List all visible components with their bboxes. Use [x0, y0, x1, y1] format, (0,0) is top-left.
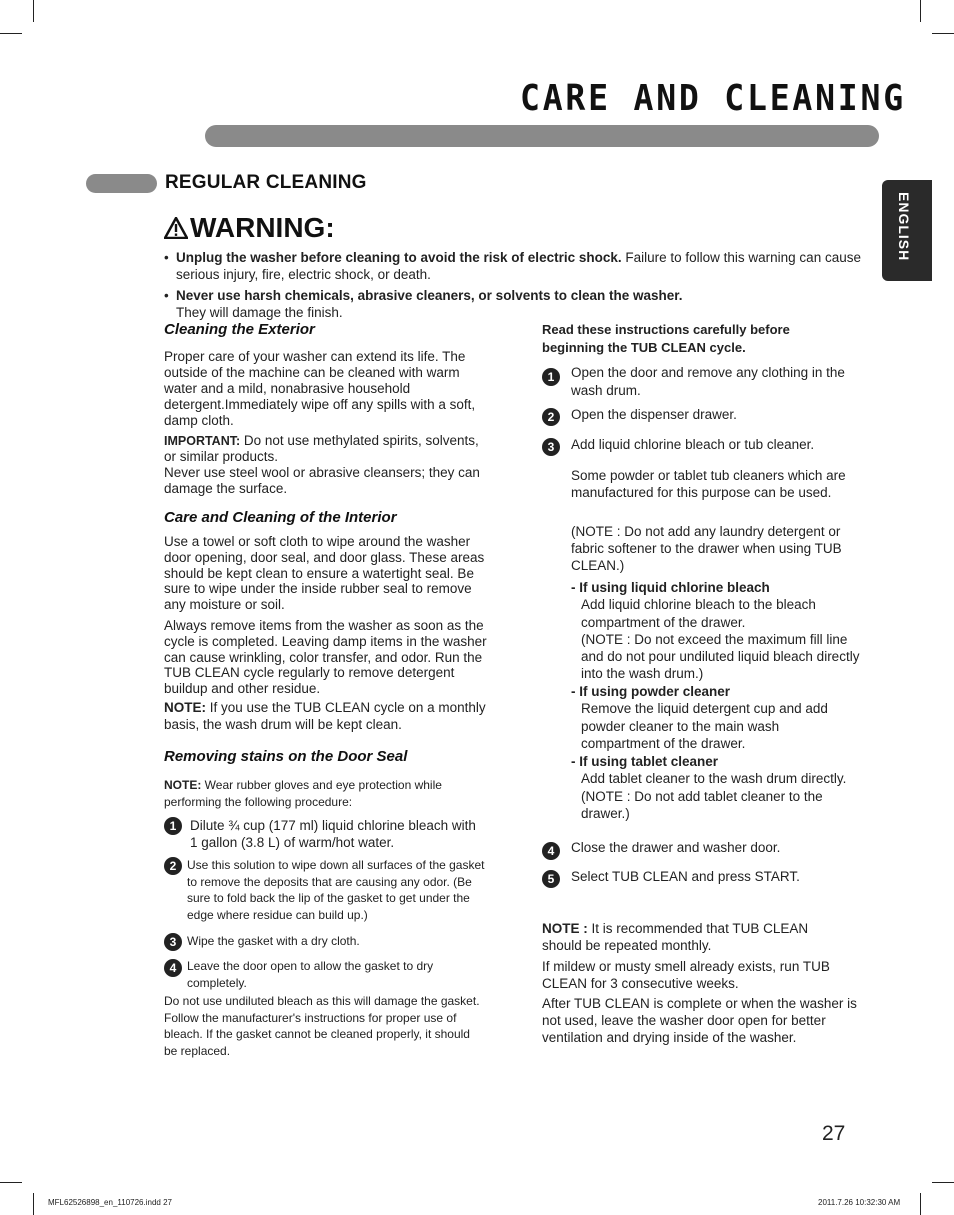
crop-mark — [33, 0, 34, 22]
crop-mark — [33, 1193, 34, 1215]
option-label: - If using liquid chlorine bleach — [571, 580, 770, 595]
option-text: Add tablet cleaner to the wash drum directly. — [581, 771, 847, 787]
tub-step: Select TUB CLEAN and press START. — [571, 869, 800, 884]
step-number: 3 — [164, 933, 182, 951]
warning-item-bold: Never use harsh chemicals, abrasive cleaners, or solvents to clean the washer. — [176, 288, 683, 303]
step-number: 4 — [164, 959, 182, 977]
note-label: NOTE: — [164, 778, 202, 792]
language-tab — [882, 180, 932, 281]
warning-label: WARNING: — [190, 212, 335, 243]
note-label: NOTE: — [164, 700, 206, 715]
tub-para: If mildew or musty smell already exists, run TUB CLEAN for 3 consecutive weeks. — [542, 959, 830, 991]
warning-item-bold: Unplug the washer before cleaning to avoid the risk of electric shock. — [176, 250, 622, 265]
step-number: 5 — [542, 870, 560, 888]
tub-step: Close the drawer and washer door. — [571, 840, 781, 855]
option-text: Remove the liquid detergent cup and add powder cleaner to the main wash compartment of the drawer. — [581, 701, 828, 751]
interior-heading: Care and Cleaning of the Interior — [164, 509, 397, 526]
tub-note — [542, 920, 842, 954]
warning-item-text: Failure to follow this warning can cause serious injury, fire, electric shock, or death. — [176, 250, 861, 282]
option-text: Add liquid chlorine bleach to the bleach compartment of the drawer. — [581, 597, 816, 630]
tub-step: Add liquid chlorine bleach or tub cleaner. — [571, 437, 815, 452]
interior-note — [164, 699, 489, 733]
note-text: It is recommended that TUB CLEAN should be repeated monthly. — [542, 921, 809, 953]
crop-mark — [0, 33, 22, 34]
page-title: CARE AND CLEANING — [520, 78, 906, 119]
stains-step: Use this solution to wipe down all surfaces of the gasket to remove the deposits that are causing any odor. (Be sure to fold back the lip of the gasket to get under the edge where residue can build up.) — [187, 858, 485, 922]
step-number: 2 — [542, 408, 560, 426]
powder-option — [571, 683, 861, 752]
warning-item-text: They will damage the finish. — [176, 305, 343, 320]
liquid-option — [571, 579, 871, 683]
exterior-important — [164, 433, 494, 465]
warning-heading — [164, 212, 335, 244]
step-number: 3 — [542, 438, 560, 456]
step-number: 1 — [164, 817, 182, 835]
stains-step: Wipe the gasket with a dry cloth. — [187, 934, 360, 948]
interior-para: Use a towel or soft cloth to wipe around the washer door opening, door seal, and door glass. These areas should be kept clean to ensure a watertight seal. Be sure to wipe under the inside rubber seal to remove any moisture or soil. — [164, 534, 485, 613]
tub-step: Open the dispenser drawer. — [571, 407, 737, 422]
crop-mark — [0, 1182, 22, 1183]
crop-mark — [932, 1182, 954, 1183]
stains-step: Leave the door open to allow the gasket to dry completely. — [187, 959, 434, 990]
tub-step-para: Some powder or tablet tub cleaners which are manufactured for this purpose can be used. — [571, 468, 846, 500]
step-number: 2 — [164, 857, 182, 875]
section-pill — [86, 174, 157, 193]
step-number: 1 — [542, 368, 560, 386]
option-note: (NOTE : Do not add tablet cleaner to the drawer.) — [581, 788, 823, 821]
exterior-para: Never use steel wool or abrasive cleansers; they can damage the surface. — [164, 465, 480, 496]
option-label: - If using powder cleaner — [571, 684, 731, 699]
note-label: NOTE : — [542, 921, 588, 936]
title-bar — [205, 125, 879, 147]
important-text: Do not use methylated spirits, solvents, or similar products. — [164, 433, 479, 464]
crop-mark — [920, 0, 921, 22]
stains-closing: Do not use undiluted bleach as this will damage the gasket. Follow the manufacturer's instructions for proper use of bleach. If the gasket cannot be cleaned properly, it should be replaced. — [164, 994, 480, 1058]
tub-step: Open the door and remove any clothing in the wash drum. — [571, 365, 845, 398]
stains-step: Dilute ¾ cup (177 ml) liquid chlorine bleach with 1 gallon (3.8 L) of warm/hot water. — [190, 818, 476, 850]
section-title: REGULAR CLEANING — [165, 172, 367, 193]
footer-file: MFL62526898_en_110726.indd 27 — [48, 1198, 172, 1207]
footer-timestamp: 2011.7.26 10:32:30 AM — [818, 1198, 901, 1207]
warning-item: • Unplug the washer before cleaning to avoid the risk of electric shock. Failure to follow this warning can cause serious injury, fire, electric shock, or death. — [164, 250, 861, 282]
important-label: IMPORTANT: — [164, 434, 241, 448]
language-tab-label: ENGLISH — [896, 192, 912, 262]
interior-para: Always remove items from the washer as soon as the cycle is completed. Leaving damp items in the washer can cause wrinkling, color transfer, and odor. Run the TUB CLEAN cycle regularly to remove detergent buildup and other residue. — [164, 618, 487, 697]
step-number: 4 — [542, 842, 560, 860]
warning-icon — [164, 217, 188, 239]
page-number: 27 — [822, 1122, 846, 1145]
note-text: Wear rubber gloves and eye protection while performing the following procedure: — [164, 778, 442, 809]
stains-heading: Removing stains on the Door Seal — [164, 748, 408, 765]
warning-item: • Never use harsh chemicals, abrasive cleaners, or solvents to clean the washer. They will damage the finish. — [164, 288, 683, 320]
exterior-para: Proper care of your washer can extend its life. The outside of the machine can be cleaned with warm water and a mild, nonabrasive household detergent.Immediately wipe off any spills with a soft, damp cloth. — [164, 349, 476, 428]
exterior-heading: Cleaning the Exterior — [164, 321, 315, 338]
crop-mark — [932, 33, 954, 34]
option-note: (NOTE : Do not exceed the maximum fill line and do not pour undiluted liquid bleach directly into the wash drum.) — [581, 631, 860, 682]
option-label: - If using tablet cleaner — [571, 754, 719, 769]
tablet-option — [571, 753, 861, 822]
tub-step-para: (NOTE : Do not add any laundry detergent or fabric softener to the drawer when using TUB CLEAN.) — [571, 524, 842, 573]
tub-clean-intro: Read these instructions carefully before beginning the TUB CLEAN cycle. — [542, 322, 790, 355]
note-text: If you use the TUB CLEAN cycle on a monthly basis, the wash drum will be kept clean. — [164, 700, 486, 732]
tub-para: After TUB CLEAN is complete or when the washer is not used, leave the washer door open for better ventilation and drying inside of the washer. — [542, 996, 857, 1045]
stains-note — [164, 777, 484, 810]
crop-mark — [920, 1193, 921, 1215]
